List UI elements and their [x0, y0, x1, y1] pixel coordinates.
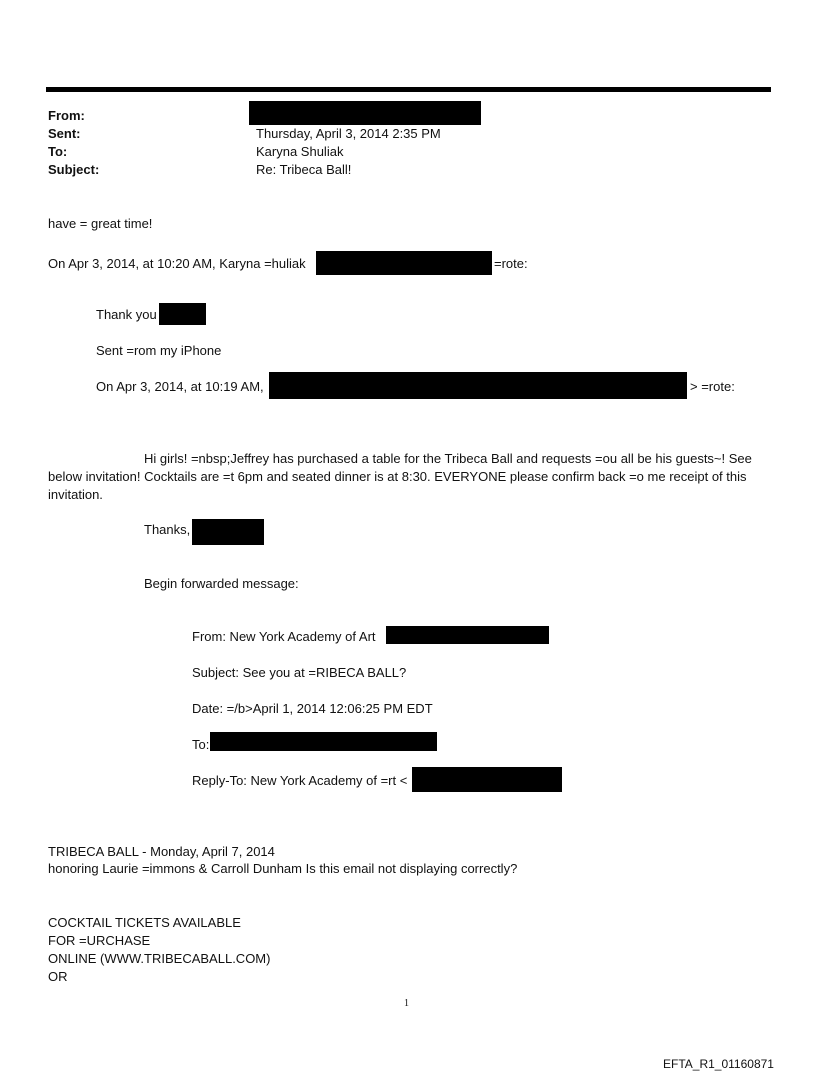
quote1-suffix: =rote:	[494, 256, 528, 271]
ball-title: TRIBECA BALL - Monday, April 7, 2014	[48, 844, 275, 859]
sent-value: Thursday, April 3, 2014 2:35 PM	[256, 126, 441, 141]
thanks-line: Thanks,	[144, 522, 191, 537]
reply-line: have = great time!	[48, 216, 153, 231]
redaction-quote1-email	[316, 251, 492, 275]
to-value: Karyna Shuliak	[256, 144, 344, 159]
document-id: EFTA_R1_01160871	[663, 1057, 774, 1071]
redaction-thank-you-name	[159, 303, 206, 325]
tickets-line-1: COCKTAIL TICKETS AVAILABLE	[48, 915, 241, 930]
sent-label: Sent:	[48, 126, 81, 141]
tickets-line-2: FOR =URCHASE	[48, 933, 151, 948]
redaction-fwd-from-email	[386, 626, 549, 644]
quote2-prefix: On Apr 3, 2014, at 10:19 AM,	[96, 379, 264, 394]
quote1-prefix: On Apr 3, 2014, at 10:20 AM, Karyna =huliak	[48, 256, 306, 271]
to-label: To:	[48, 144, 68, 159]
begin-forwarded: Begin forwarded message:	[144, 576, 299, 591]
header-rule	[46, 87, 771, 92]
subject-label: Subject:	[48, 162, 100, 177]
redaction-thanks-name	[192, 519, 264, 545]
from-label: From:	[48, 108, 85, 123]
thank-you: Thank you	[96, 307, 157, 322]
page-number: 1	[404, 998, 409, 1009]
redaction-from	[249, 101, 481, 125]
redaction-fwd-reply-to	[412, 767, 562, 792]
tickets-line-3: ONLINE (WWW.TRIBECABALL.COM)	[48, 951, 271, 966]
ball-honoring: honoring Laurie =immons & Carroll Dunham Is this email not displaying correctly?	[48, 861, 518, 876]
redaction-quote2-sender	[269, 372, 687, 399]
sent-from-iphone: Sent =rom my iPhone	[96, 343, 222, 358]
fwd-subject: Subject: See you at =RIBECA BALL?	[192, 665, 407, 680]
fwd-to: To:	[192, 737, 210, 752]
subject-value: Re: Tribeca Ball!	[256, 162, 352, 177]
fwd-from: From: New York Academy of Art	[192, 629, 376, 644]
invite-paragraph	[48, 450, 770, 504]
invite-paragraph-text: Hi girls! =nbsp;Jeffrey has purchased a table for the Tribeca Ball and requests =ou all be his guests~! See below invitation! Cocktails are =t 6pm and seated dinner is at 8:30. EVERYONE please confirm back =o me receipt of this invitation.	[48, 451, 752, 502]
quote2-suffix: > =rote:	[690, 379, 735, 394]
fwd-date: Date: =/b>April 1, 2014 12:06:25 PM EDT	[192, 701, 433, 716]
tickets-line-4: OR	[48, 969, 68, 984]
redaction-fwd-to	[210, 732, 437, 751]
fwd-reply-to: Reply-To: New York Academy of =rt <	[192, 773, 408, 788]
